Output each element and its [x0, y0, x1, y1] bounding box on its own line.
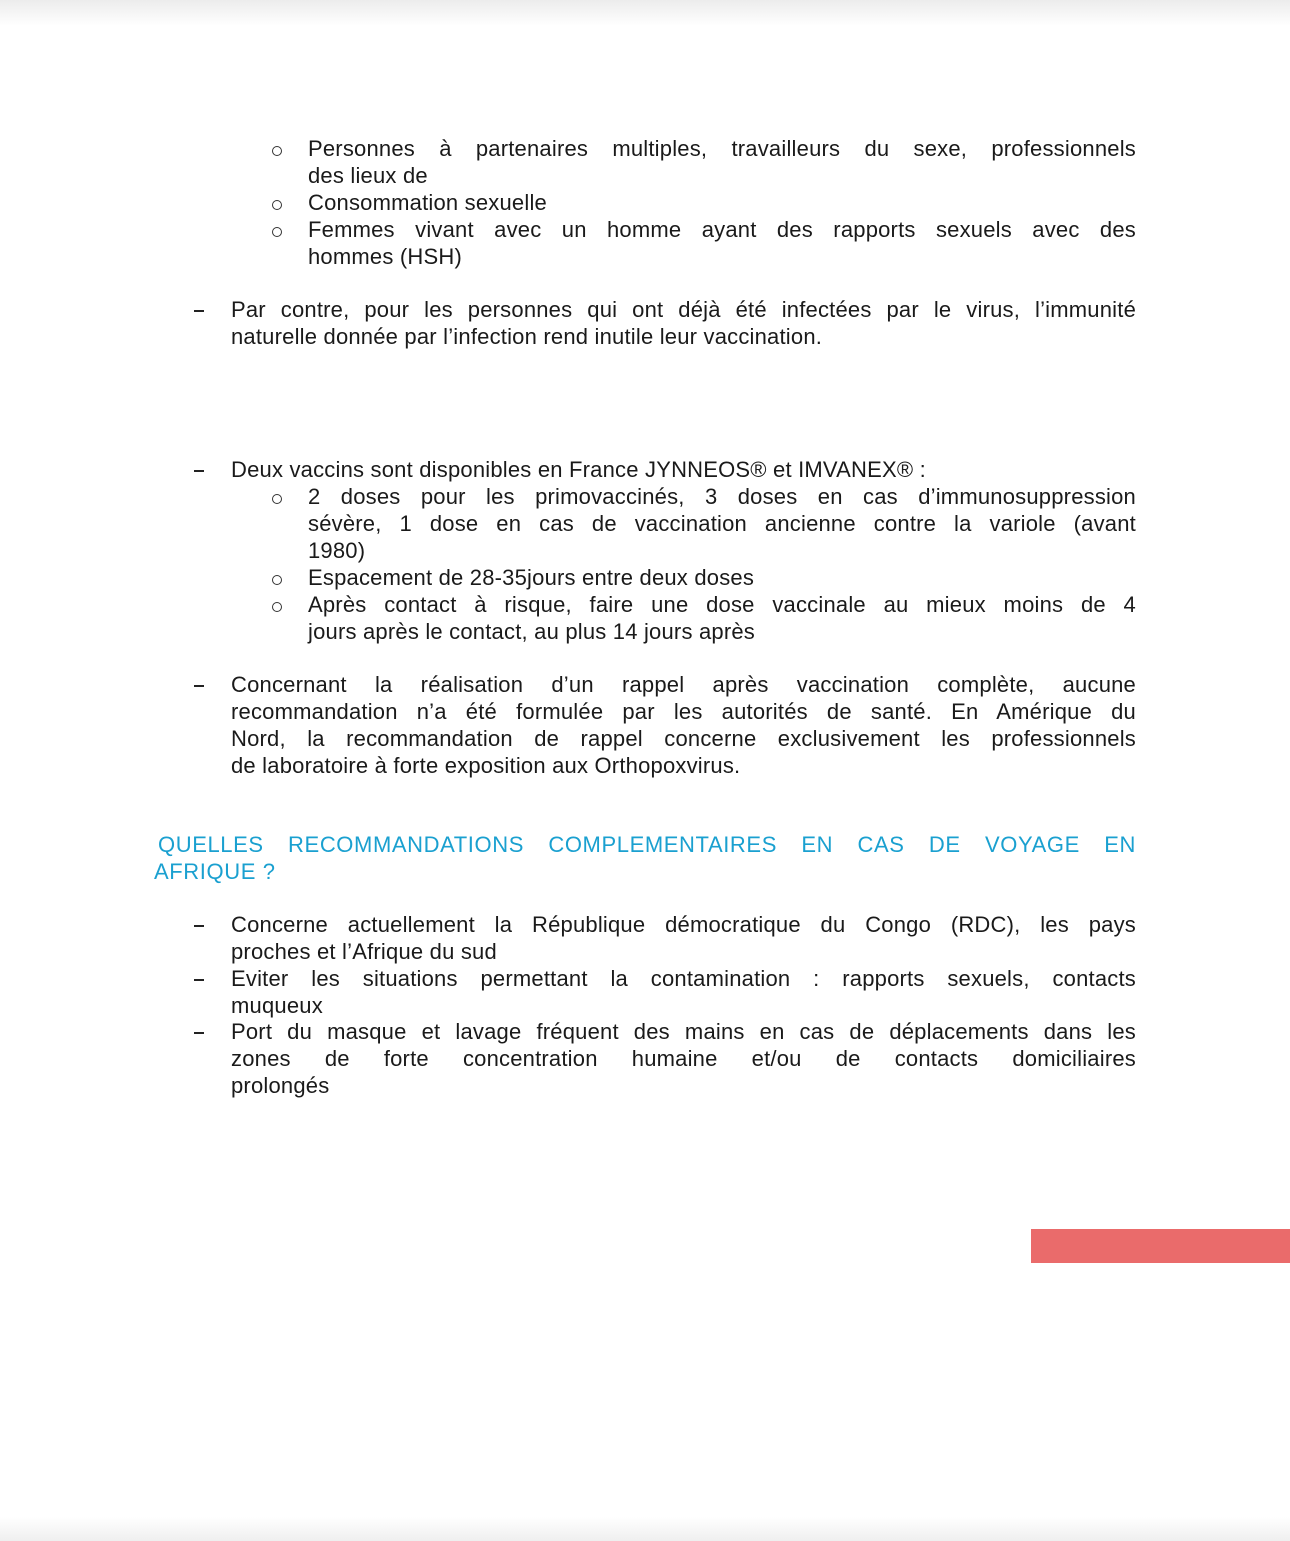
circle-bullet-icon [272, 494, 282, 504]
dash-bullet-icon [194, 979, 204, 981]
list-item-line: de laboratoire à forte exposition aux Orthopoxvirus. [231, 753, 741, 778]
circle-bullet-icon [272, 146, 282, 156]
list-item-line: sévère, 1 dose en cas de vaccination ancienne contre la variole (avant [308, 511, 1136, 536]
list-item-line: muqueux [231, 993, 323, 1018]
list-item-line: Espacement de 28-35jours entre deux doses [308, 565, 755, 590]
circle-bullet-icon [272, 602, 282, 612]
decorative-accent-bar [1031, 1229, 1290, 1263]
list-item-line: Par contre, pour les personnes qui ont déjà été infectées par le virus, l’immunité [231, 297, 1136, 322]
dash-bullet-icon [194, 925, 204, 927]
circle-bullet-icon [272, 227, 282, 237]
list-item-line: 1980) [308, 538, 366, 563]
list-item-line: Après contact à risque, faire une dose vaccinale au mieux moins de 4 [308, 592, 1136, 617]
list-item-line: Personnes à partenaires multiples, travailleurs du sexe, professionnels [308, 136, 1136, 161]
list-item-line: Concerne actuellement la République démocratique du Congo (RDC), les pays [231, 912, 1136, 937]
list-item-line: 2 doses pour les primovaccinés, 3 doses en cas d’immunosuppression [308, 484, 1136, 509]
list-item-line: naturelle donnée par l’infection rend inutile leur vaccination. [231, 324, 823, 349]
top-edge-shadow [0, 0, 1290, 26]
list-item-line: prolongés [231, 1073, 330, 1098]
list-item-line: hommes (HSH) [308, 244, 462, 269]
list-item-line: Eviter les situations permettant la contamination : rapports sexuels, contacts [231, 966, 1136, 991]
dash-bullet-icon [194, 1032, 204, 1034]
list-item-line: Port du masque et lavage fréquent des mains en cas de déplacements dans les [231, 1019, 1136, 1044]
heading-line: QUELLES RECOMMANDATIONS COMPLEMENTAIRES EN CAS DE VOYAGE EN [158, 832, 1136, 857]
list-item-line: recommandation n’a été formulée par les autorités de santé. En Amérique du [231, 699, 1136, 724]
list-item-line: jours après le contact, au plus 14 jours après [308, 619, 755, 644]
dash-bullet-icon [194, 685, 204, 687]
list-item-line: Concernant la réalisation d’un rappel après vaccination complète, aucune [231, 672, 1136, 697]
dash-bullet-icon [194, 470, 204, 472]
list-item-line: proches et l’Afrique du sud [231, 939, 497, 964]
heading-line: AFRIQUE ? [154, 859, 276, 884]
circle-bullet-icon [272, 575, 282, 585]
list-item-line: Consommation sexuelle [308, 190, 547, 215]
bottom-edge-shadow [0, 1517, 1290, 1541]
list-item-line: zones de forte concentration humaine et/ou de contacts domiciliaires [231, 1046, 1136, 1071]
list-item-line: Nord, la recommandation de rappel concerne exclusivement les professionnels [231, 726, 1136, 751]
list-item-line: des lieux de [308, 163, 428, 188]
dash-bullet-icon [194, 310, 204, 312]
list-item-line: Deux vaccins sont disponibles en France JYNNEOS® et IMVANEX® : [231, 457, 926, 482]
circle-bullet-icon [272, 200, 282, 210]
list-item-line: Femmes vivant avec un homme ayant des rapports sexuels avec des [308, 217, 1136, 242]
